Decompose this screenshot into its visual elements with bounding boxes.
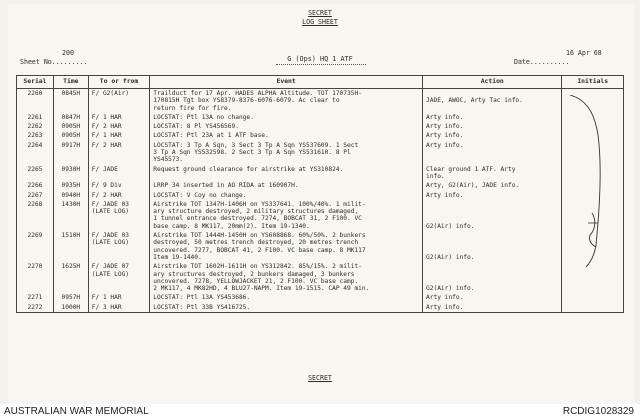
classification-bottom: SECRET	[308, 374, 332, 382]
table-row	[17, 303, 624, 313]
time-cell: 0935H	[53, 181, 88, 190]
action-cell: Arty, G2(Air), JADE info.	[423, 181, 562, 190]
time-cell: 1510H	[53, 231, 88, 262]
event-cell: LOCSTAT: 8 Pl YS456569.	[150, 122, 423, 131]
handwritten-initials-mark	[560, 95, 610, 275]
action-cell: G2(Air) info.	[423, 200, 562, 231]
action-cell: Arty info.	[423, 131, 562, 140]
serial-cell: 2260	[17, 89, 54, 113]
serial-header: Serial	[17, 76, 54, 89]
from-cell: F/ 3 HAR	[88, 303, 150, 313]
time-cell: 0940H	[53, 191, 88, 200]
time-cell: 1625H	[53, 262, 88, 293]
time-cell: 0845H	[53, 89, 88, 113]
initials-cell	[562, 293, 624, 302]
sheet-date: 16 Apr 68	[566, 49, 602, 57]
from-cell: F/ 1 HAR	[88, 293, 150, 302]
action-cell: Clear ground 1 ATF. Arty info.	[423, 165, 562, 182]
time-cell: 0957H	[53, 293, 88, 302]
table-row	[17, 293, 624, 302]
table-row	[17, 89, 624, 113]
event-cell: Airstrike TOT 1347H-1406H on YS337641. 100%/40%. 1 milit- ary structure destroyed, 2 military structures damaged, 1 tunnel entrance destroyed. 7274, BOBCAT 31, 2 F100. VC base camp. 8 MK117, 20mm(2). Item 19-1340.	[150, 200, 423, 231]
event-cell: Airstrike TOT 1602H-1611H on YS312842. 85%/15%. 2 milit- ary structures destroyed, 2 bunkers damaged, 3 bunkers uncovered. 7278, YELLOWJACKET 21, 2 F100. VC base camp. 2 MK117, 4 MK82HD, 4 BLU27-NAPM. Item 19-1515. CAP 49 min.	[150, 262, 423, 293]
serial-cell: 2264	[17, 141, 54, 165]
from-cell: F/ 1 HAR	[88, 131, 150, 140]
table-row	[17, 113, 624, 122]
table-row	[17, 131, 624, 140]
log-table-header	[17, 76, 624, 89]
action-header: Action	[423, 76, 562, 89]
table-row	[17, 141, 624, 165]
table-row	[17, 181, 624, 190]
event-cell: LOCSTAT: Ptl 13A no change.	[150, 113, 423, 122]
sheet-title: LOG SHEET	[302, 18, 338, 26]
serial-cell: 2270	[17, 262, 54, 293]
time-header: Time	[53, 76, 88, 89]
time-cell: 0905H	[53, 122, 88, 131]
serial-cell: 2272	[17, 303, 54, 313]
from-cell: F/ JADE 03 (LATE LOG)	[88, 231, 150, 262]
action-cell: G2(Air) info.	[423, 231, 562, 262]
table-row	[17, 165, 624, 182]
time-cell: 1000H	[53, 303, 88, 313]
unit-name: G (Ops) HQ 1 ATF	[287, 55, 353, 63]
table-row	[17, 262, 624, 293]
table-row	[17, 231, 624, 262]
from-cell: F/ JADE 03 (LATE LOG)	[88, 200, 150, 231]
initials-cell	[562, 303, 624, 313]
time-cell: 0917H	[53, 141, 88, 165]
from-header: To or from	[88, 76, 150, 89]
action-cell: Arty info.	[423, 303, 562, 313]
action-cell: Arty info.	[423, 191, 562, 200]
serial-cell: 2269	[17, 231, 54, 262]
unit-underline	[276, 64, 366, 65]
from-cell: F/ 2 HAR	[88, 141, 150, 165]
time-cell: 0905H	[53, 131, 88, 140]
action-cell: Arty info.	[423, 113, 562, 122]
serial-cell: 2271	[17, 293, 54, 302]
serial-cell: 2267	[17, 191, 54, 200]
serial-cell: 2262	[17, 122, 54, 131]
sheet-number-label: Sheet No.........	[20, 58, 88, 66]
initials-header: Initials	[562, 76, 624, 89]
event-cell: LOCSTAT: V Coy no change.	[150, 191, 423, 200]
event-header: Event	[150, 76, 423, 89]
event-cell: LOCSTAT: Ptl 13A YS453686.	[150, 293, 423, 302]
event-cell: LOCSTAT: Ptl 23A at 1 ATF base.	[150, 131, 423, 140]
action-cell: G2(Air) info.	[423, 262, 562, 293]
table-row	[17, 122, 624, 131]
time-cell: 0847H	[53, 113, 88, 122]
from-cell: F/ 1 HAR	[88, 113, 150, 122]
action-cell: Arty info.	[423, 141, 562, 165]
serial-cell: 2268	[17, 200, 54, 231]
event-cell: Request ground clearance for airstrike at YS310824.	[150, 165, 423, 182]
action-cell: JADE, AWOC, Arty Tac info.	[423, 89, 562, 113]
serial-cell: 2265	[17, 165, 54, 182]
event-cell: Trailduct for 17 Apr. HADES ALPHA Altitude. TOT 170735H- 170815H Tgt box YS8379-8376-6076-6079. Ac clear to return fire for fire.	[150, 89, 423, 113]
event-cell: LOCSTAT: 3 Tp A Sqn, 3 Sect 3 Tp A Sqn YS537609. 1 Sect 3 Tp A Sqn YS532598. 2 Sect 3 Tp A Sqn YS531610. 8 Pl YS45573.	[150, 141, 423, 165]
time-cell: 1430H	[53, 200, 88, 231]
from-cell: F/ JADE	[88, 165, 150, 182]
serial-cell: 2266	[17, 181, 54, 190]
from-cell: F/ 2 HAR	[88, 122, 150, 131]
sheet-number: 200	[62, 49, 74, 57]
serial-cell: 2261	[17, 113, 54, 122]
from-cell: F/ 2 HAR	[88, 191, 150, 200]
action-cell: Arty info.	[423, 122, 562, 131]
catalogue-number: RCDIG1028329	[562, 406, 634, 417]
action-cell: Arty info.	[423, 293, 562, 302]
date-label: Date..........	[514, 58, 570, 66]
archive-institution: AUSTRALIAN WAR MEMORIAL	[4, 406, 149, 417]
from-cell: F/ JADE 07 (LATE LOG)	[88, 262, 150, 293]
event-cell: LOCSTAT: Ptl 33B YS416725.	[150, 303, 423, 313]
event-cell: Airstrike TOT 1444H-1450H on YS608868. 60%/50%. 2 bunkers destroyed, 50 metres trench destroyed, 20 metres trench uncovered. 7277, BOBCAT 41, 2 F100. VC base camp. 8 MK117 Item 19-1440.	[150, 231, 423, 262]
from-cell: F/ G2(Air)	[88, 89, 150, 113]
log-table	[16, 75, 624, 313]
table-row	[17, 200, 624, 231]
classification-top: SECRET	[308, 9, 332, 17]
from-cell: F/ 9 Div	[88, 181, 150, 190]
table-row	[17, 191, 624, 200]
time-cell: 0930H	[53, 165, 88, 182]
serial-cell: 2263	[17, 131, 54, 140]
event-cell: LRRP 34 inserted in AO RIDA at 160907H.	[150, 181, 423, 190]
